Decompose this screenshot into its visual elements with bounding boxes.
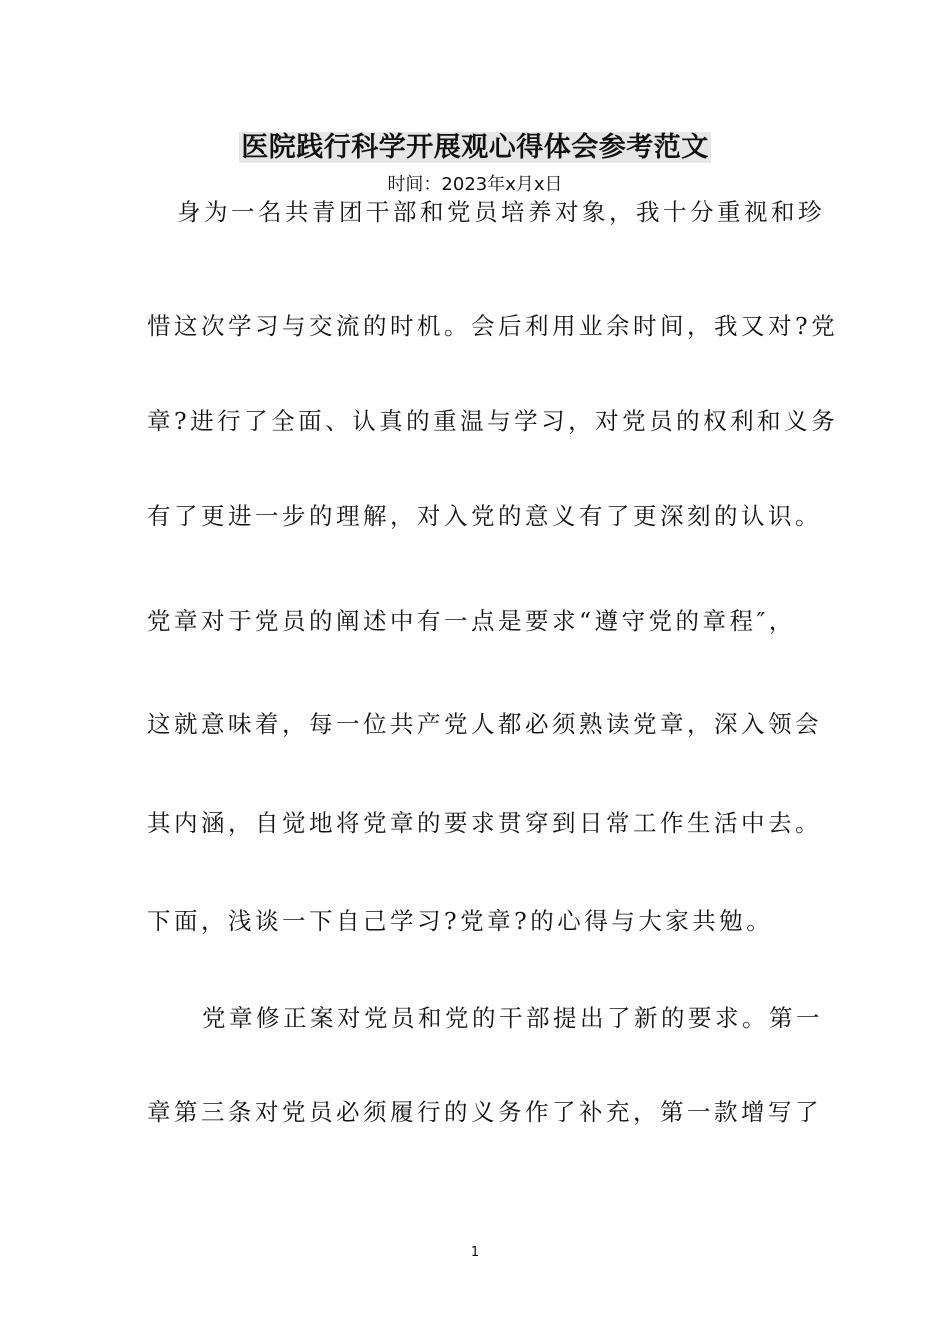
document-title-text: 医院践行科学开展观心得体会参考范文 xyxy=(241,132,709,163)
paragraph-line: 这就意味着，每一位共产党人都必须熟读党章，深入领会 xyxy=(147,710,822,738)
paragraph-line: 党章修正案对党员和党的干部提出了新的要求。第一 xyxy=(202,1004,823,1032)
paragraph-line: 身为一名共青团干部和党员培养对象，我十分重视和珍 xyxy=(177,198,825,226)
paragraph-line: 有了更进一步的理解，对入党的意义有了更深刻的认识。 xyxy=(147,502,822,530)
paragraph-line: 章?进行了全面、认真的重温与学习，对党员的权利和义务 xyxy=(147,407,839,435)
page-number: 1 xyxy=(470,1245,480,1260)
paragraph-line: 章第三条对党员必须履行的义务作了补充，第一款增写了 xyxy=(147,1098,822,1126)
document-date: 时间：2023年x月x日 xyxy=(387,174,563,195)
document-title xyxy=(0,128,950,168)
paragraph-line: 下面，浅谈一下自己学习?党章?的心得与大家共勉。 xyxy=(147,907,774,935)
paragraph-line: 惜这次学习与交流的时机。会后利用业余时间，我又对?党 xyxy=(147,312,839,340)
paragraph-line: 党章对于党员的阐述中有一点是要求“遵守党的章程″， xyxy=(147,607,796,635)
paragraph-line: 其内涵，自觉地将党章的要求贯穿到日常工作生活中去。 xyxy=(147,809,822,837)
